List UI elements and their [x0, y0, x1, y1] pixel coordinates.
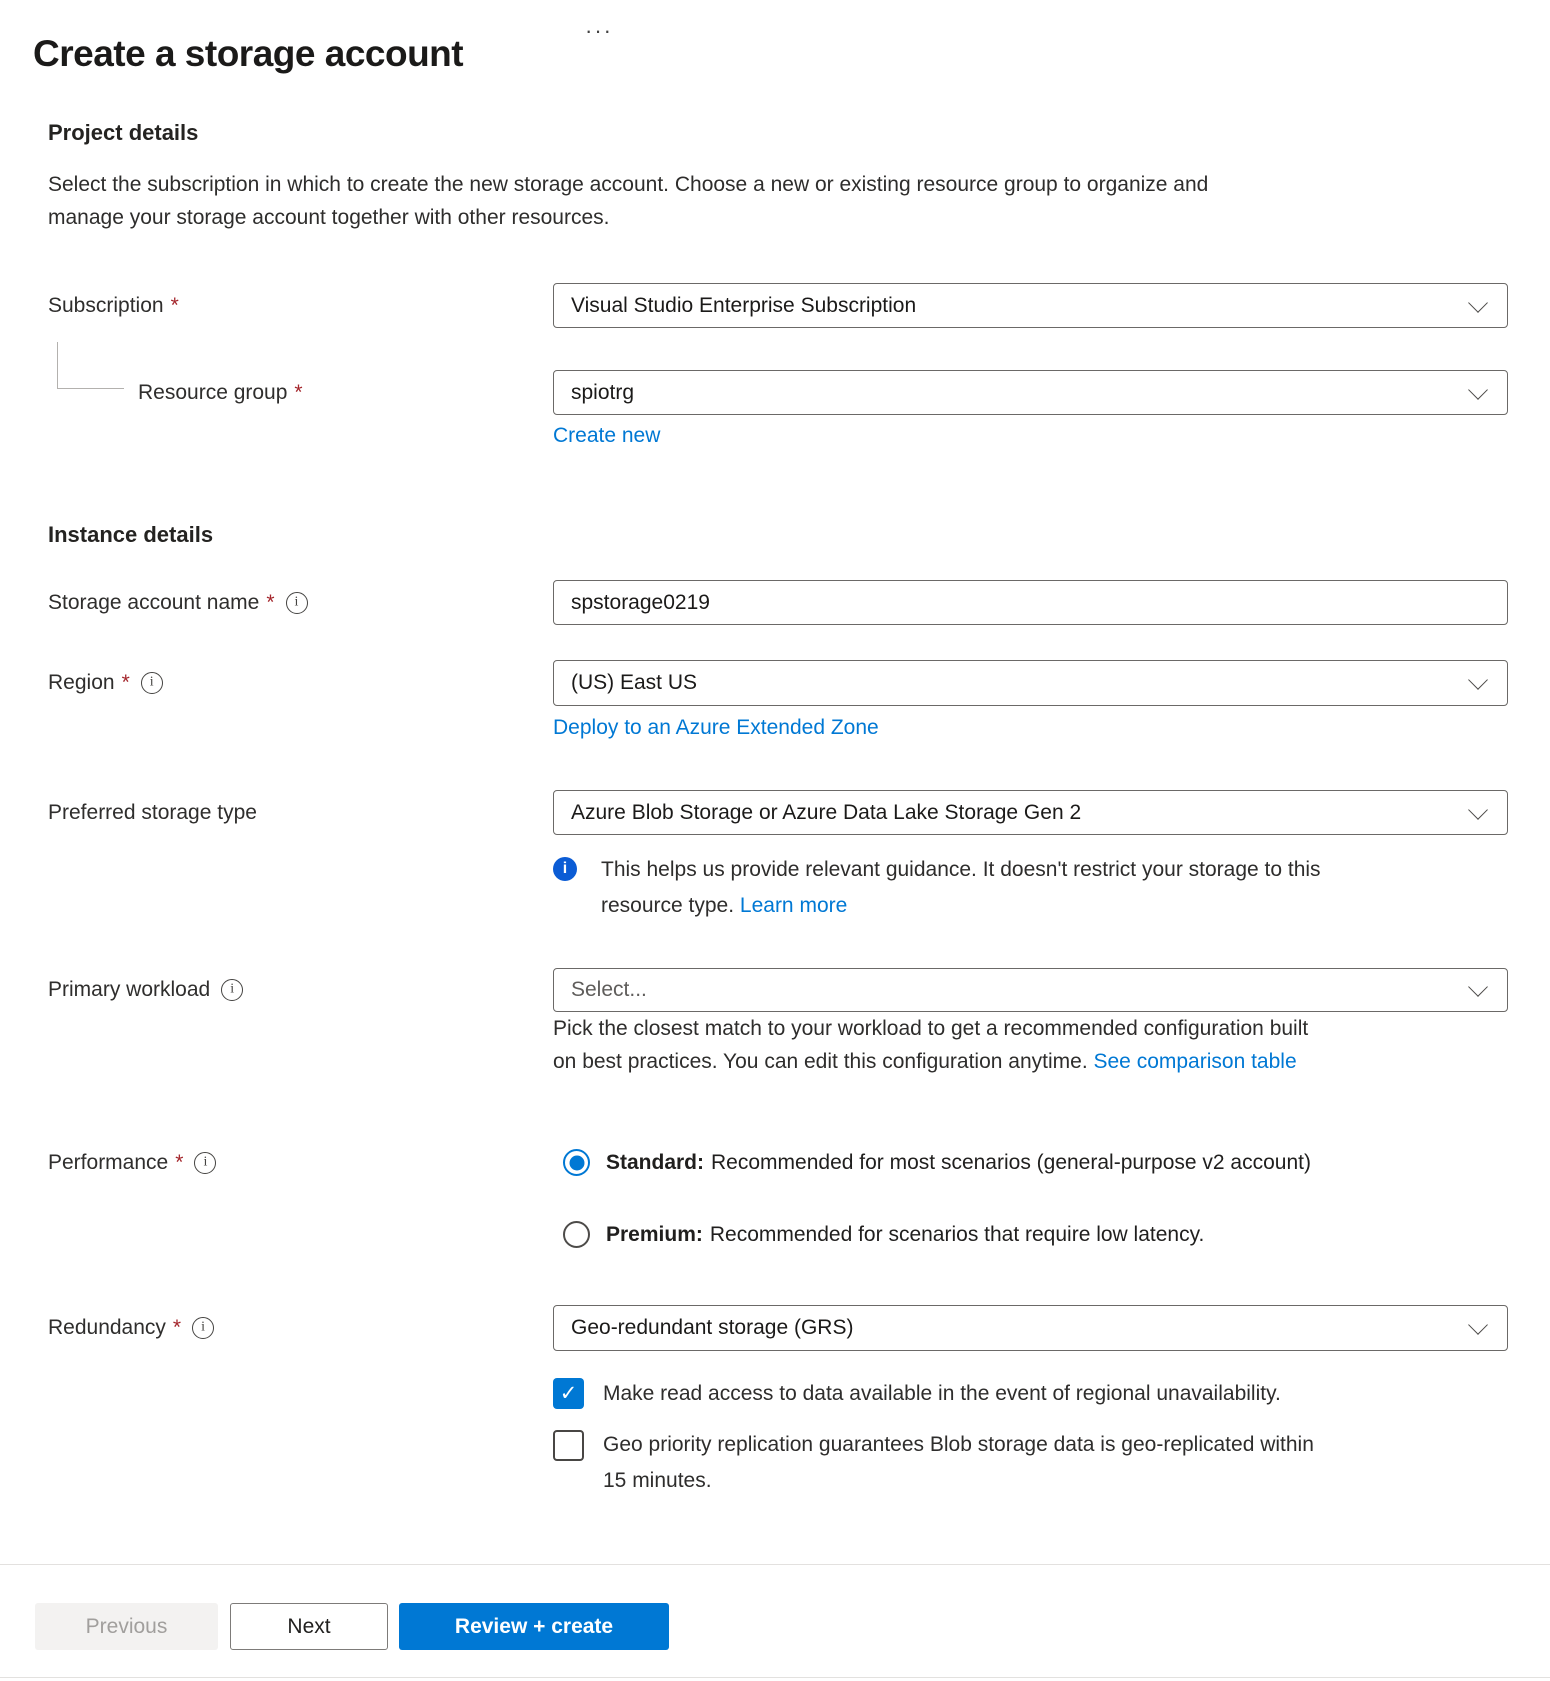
subscription-value: Visual Studio Enterprise Subscription — [571, 293, 917, 317]
region-label: Region * i — [48, 660, 163, 706]
geo-priority-checkbox-label — [603, 1427, 1314, 1499]
region-dropdown[interactable] — [553, 660, 1508, 706]
redundancy-dropdown[interactable] — [553, 1305, 1508, 1351]
radio-unselected-icon[interactable] — [563, 1221, 590, 1248]
instance-details-heading: Instance details — [48, 522, 214, 547]
checkbox-label-line: 15 minutes. — [603, 1469, 712, 1492]
help-line: on best practices. You can edit this configuration anytime. See comparison table — [553, 1050, 1297, 1073]
read-access-checkbox-label: Make read access to data available in the event of regional unavailability. — [603, 1382, 1281, 1405]
preferred-storage-type-dropdown[interactable] — [553, 790, 1508, 835]
chevron-down-icon — [1468, 380, 1488, 400]
checkbox-unchecked-icon[interactable] — [553, 1430, 584, 1461]
preferred-storage-type-value: Azure Blob Storage or Azure Data Lake Storage Gen 2 — [571, 800, 1082, 824]
deploy-extended-zone-link[interactable]: Deploy to an Azure Extended Zone — [553, 716, 879, 739]
primary-workload-dropdown[interactable] — [553, 968, 1508, 1012]
resource-group-value: spiotrg — [571, 380, 635, 404]
required-asterisk: * — [121, 671, 130, 694]
info-filled-icon — [553, 857, 577, 881]
review-create-button[interactable]: Review + create — [399, 1603, 669, 1650]
resource-group-label: Resource group * — [138, 380, 303, 404]
radio-selected-icon[interactable] — [563, 1149, 590, 1176]
description-line: Select the subscription in which to create the new storage account. Choose a new or existing resource group to organize and — [48, 173, 1209, 196]
previous-button: Previous — [35, 1603, 218, 1650]
page-title: Create a storage account — [33, 32, 464, 74]
required-asterisk: * — [266, 590, 275, 614]
required-asterisk: * — [175, 1150, 184, 1174]
more-options-icon[interactable]: ··· — [585, 18, 613, 43]
bottom-divider — [0, 1677, 1550, 1678]
performance-option-standard[interactable]: Standard: Recommended for most scenarios (general-purpose v2 account) — [563, 1140, 1311, 1185]
redundancy-label: Redundancy * i — [48, 1305, 214, 1351]
geo-priority-checkbox-row[interactable] — [553, 1430, 1314, 1499]
checkbox-checked-icon[interactable] — [553, 1378, 584, 1409]
read-access-checkbox-row[interactable] — [553, 1378, 1281, 1409]
info-icon[interactable] — [286, 592, 308, 614]
chevron-down-icon — [1468, 977, 1488, 997]
chevron-down-icon — [1468, 1315, 1488, 1335]
primary-workload-help — [553, 1012, 1478, 1078]
learn-more-link[interactable]: Learn more — [739, 894, 848, 917]
storage-type-info-note — [601, 852, 1436, 924]
performance-option-premium[interactable]: Premium: Recommended for scenarios that require low latency. — [563, 1212, 1204, 1257]
see-comparison-table-link[interactable]: See comparison table — [1093, 1050, 1297, 1073]
info-note-line: resource type. Learn more — [601, 894, 848, 917]
preferred-storage-type-label: Preferred storage type — [48, 800, 257, 824]
info-icon[interactable] — [141, 672, 163, 694]
project-details-description — [48, 168, 1448, 234]
required-asterisk: * — [172, 1316, 182, 1339]
description-line: manage your storage account together with other resources. — [48, 206, 610, 229]
primary-workload-label: Primary workload i — [48, 968, 243, 1012]
tree-connector-line — [57, 342, 124, 389]
help-line: Pick the closest match to your workload to get a recommended configuration built — [553, 1017, 1309, 1040]
performance-label: Performance * i — [48, 1140, 216, 1185]
info-icon[interactable] — [192, 1317, 214, 1339]
storage-account-name-value: spstorage0219 — [571, 590, 710, 614]
footer-divider — [0, 1564, 1550, 1565]
chevron-down-icon — [1468, 800, 1488, 820]
storage-account-name-label: Storage account name * i — [48, 580, 308, 625]
project-details-heading: Project details — [48, 120, 199, 145]
checkbox-label-line: Geo priority replication guarantees Blob storage data is geo-replicated within — [603, 1433, 1314, 1456]
next-button[interactable]: Next — [230, 1603, 388, 1650]
subscription-label: Subscription * — [48, 293, 179, 317]
info-note-line: This helps us provide relevant guidance. It doesn't restrict your storage to this — [601, 858, 1321, 881]
chevron-down-icon — [1468, 293, 1488, 313]
create-new-link[interactable]: Create new — [553, 424, 661, 447]
redundancy-value: Geo-redundant storage (GRS) — [571, 1316, 854, 1339]
chevron-down-icon — [1468, 670, 1488, 690]
subscription-dropdown[interactable] — [553, 283, 1508, 328]
primary-workload-placeholder: Select... — [571, 978, 647, 1001]
info-icon[interactable] — [221, 979, 243, 1001]
required-asterisk: * — [294, 380, 303, 404]
region-value: (US) East US — [571, 671, 698, 694]
storage-account-name-input[interactable] — [553, 580, 1508, 625]
resource-group-dropdown[interactable] — [553, 370, 1508, 415]
required-asterisk: * — [170, 293, 179, 317]
info-icon[interactable] — [194, 1152, 216, 1174]
